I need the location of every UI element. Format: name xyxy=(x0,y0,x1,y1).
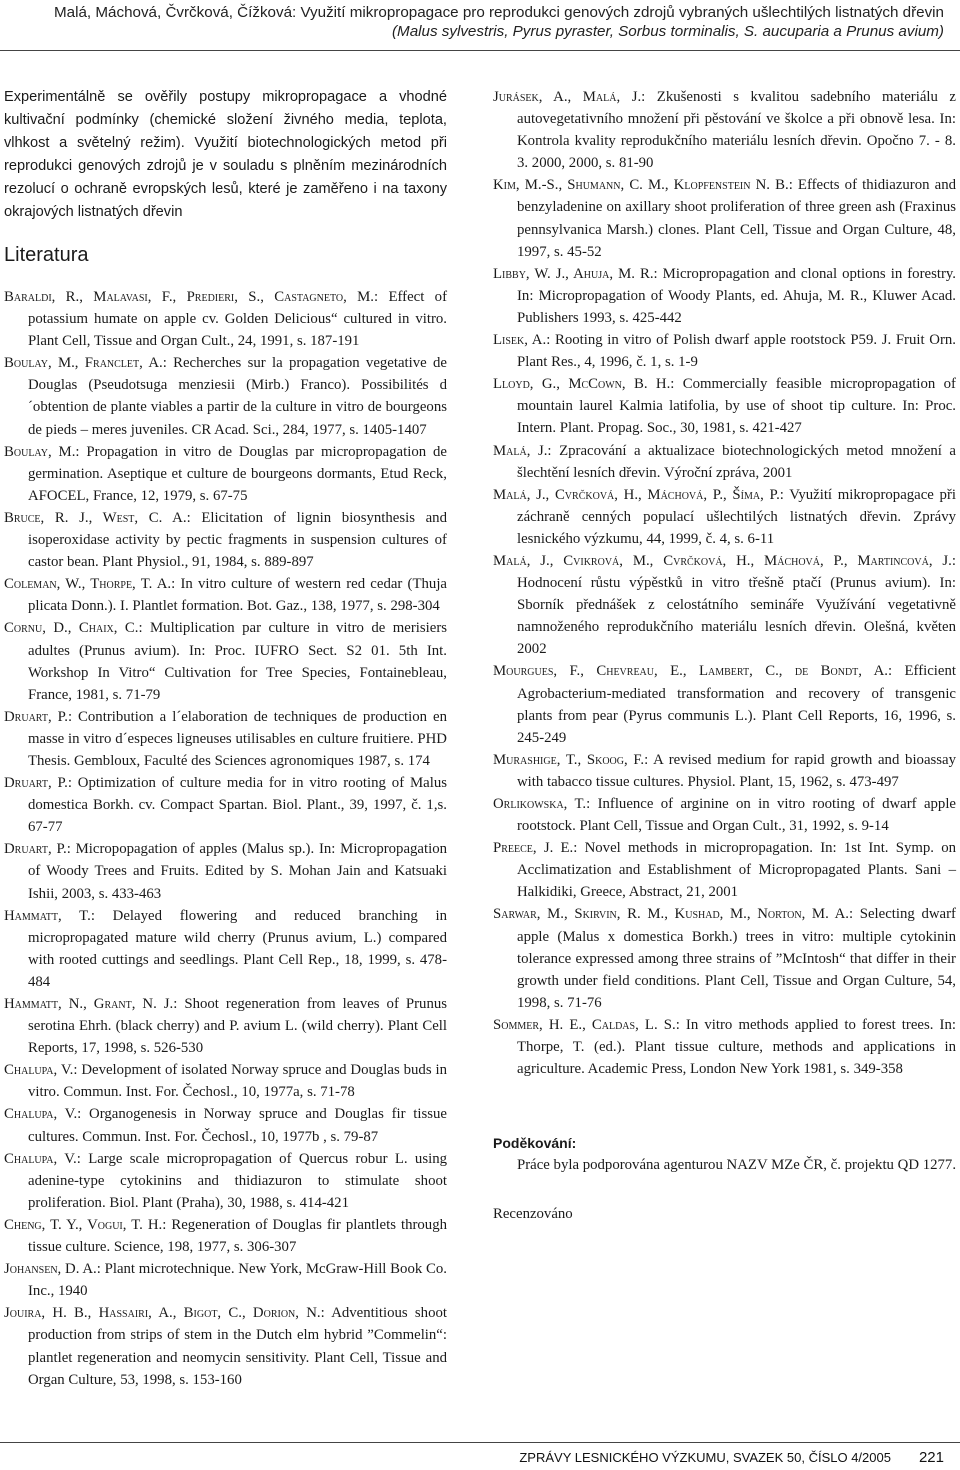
running-header xyxy=(24,3,944,41)
reference-authors: Murashige, T., Skoog, F. xyxy=(493,751,645,768)
reference-text: : Efficient Agrobacterium-mediated transformation and recovery of transgenic plants from pear (Pyrus communis L.). Plant Cell Reports, 16, 1996, s. 245-249 xyxy=(517,663,956,746)
reference-authors: Cheng, T. Y., Vogui, T. H. xyxy=(4,1216,163,1233)
reference-authors: Bruce, R. J., West, C. A. xyxy=(4,509,187,526)
reference-authors: Boulay, M., Franclet, A. xyxy=(4,355,163,372)
reference-entry xyxy=(4,573,447,617)
reference-list-right xyxy=(493,86,956,1080)
acknowledgement-text: Práce byla podporována agenturou NAZV MZe ČR, č. projektu QD 1277. xyxy=(517,1157,957,1174)
reference-text: : Rooting in vitro of Polish dwarf apple rootstock P59. J. Fruit Orn. Plant Res., 4, 1996, č. 1, s. 1-9 xyxy=(517,332,956,371)
reference-authors: Jouira, H. B., Hassairi, A., Bigot, C., Dorion, N. xyxy=(4,1305,321,1322)
reference-entry xyxy=(4,352,447,440)
page-number: 221 xyxy=(918,1449,944,1466)
intro-paragraph: Experimentálně se ověřily postupy mikropropagace a vhodné kultivační podmínky (chemické složení živného media, teplota, vlhkost a světelný režim). Využití biotechnologických metod při reprodukci genových zdrojů je v souladu s plněním mezinárodních rezolucí o ochraně evropských lesů, které je zaměřeno i na taxony okrajových listnatých dřevin xyxy=(4,89,447,220)
reference-entry xyxy=(493,793,956,837)
reference-entry xyxy=(4,1148,447,1214)
reference-entry xyxy=(493,660,956,748)
reference-authors: Baraldi, R., Malavasi, F., Predieri, S., Castagneto, M. xyxy=(4,289,375,305)
review-note: Recenzováno xyxy=(493,1205,573,1222)
literature-heading: Literatura xyxy=(4,244,89,266)
reference-entry xyxy=(493,903,956,1013)
reference-entry xyxy=(493,837,956,903)
acknowledgement-heading: Poděkování: xyxy=(493,1135,577,1152)
reference-authors: Mourgues, F., Chevreau, E., Lambert, C., de Bondt, A. xyxy=(493,663,888,680)
reference-entry xyxy=(493,550,956,660)
reference-text: : Micropropagation and clonal options in forestry. In: Micropropagation of Woody Plants, ed. Ahuja, M. R., Kluwer Acad. Publishers 1993, s. 425-442 xyxy=(517,265,957,326)
reference-entry xyxy=(4,1258,447,1302)
reference-authors: Cornu, D., Chaix, C. xyxy=(4,620,139,637)
reference-text: : Micropopagation of apples (Malus sp.). In: Micropropagation of Woody Trees and Fruits. Edited by S. Mohan Jain and Katsuaki Ishii, 2003, s. 433-463 xyxy=(28,841,448,902)
reference-text: : Effect of potassium humate on apple cv. Golden Delicious“ cultured in vitro. Plant Cell, Tissue and Organ Cult., 24, 1991, s. 187-191 xyxy=(28,289,447,350)
reference-authors: Jurásek, A., Malá, J. xyxy=(493,89,642,105)
reference-text: : Hodnocení růstu výpěstků in vitro třešně ptačí (Prunus avium). In: Sborník přednášek z celostátního semináře Využívání vegetativně namnoženého reprodukčního materiálu lesních dřevin. Olešná, květen 2002 xyxy=(517,552,956,658)
right-column xyxy=(493,86,956,1225)
reference-authors: Preece, J. E. xyxy=(493,840,574,857)
reference-text: : Novel methods in micropropagation. In: 1st Int. Symp. on Acclimatization and Establishment of Micropropagated Plants. Sani – Halkidiki, Greece, Abstract, 21, 2001 xyxy=(517,840,956,901)
reference-entry xyxy=(4,772,447,838)
header-authors-title: Malá, Máchová, Čvrčková, Čížková: Využití mikropropagace pro reprodukci genových zdrojů vybraných ušlechtilých listnatých dřevin xyxy=(54,4,944,21)
reference-entry xyxy=(493,749,956,793)
reference-entry xyxy=(4,1103,447,1147)
reference-authors: Chalupa, V. xyxy=(4,1150,77,1167)
reference-text: : Multiplication par culture in vitro de merisiers adultes (Prunus avium). In: Proc. IUFRO Sect. S2 01. 5th Int. Workshop In Vitro“ Cultivation for Tree Species, Fontainebleau, France, 1981, s. 71-79 xyxy=(28,620,448,703)
reference-text: : Contribution a l´elaboration de techniques de production en masse in vitro d´especes ligneuses utilisables en culture fruitiere. PHD Thesis. Gembloux, Faculté des Sciences agronomiques 1987, s. 174 xyxy=(28,708,447,769)
reference-authors: Druart, P. xyxy=(4,775,68,792)
reference-authors: Chalupa, V. xyxy=(4,1106,78,1123)
reference-entry xyxy=(493,440,956,484)
reference-text: : Influence of arginine on in vitro rooting of dwarf apple rootstock. Plant Cell, Tissue and Organ Cult., 31, 1992, s. 9-14 xyxy=(517,796,956,835)
reference-authors: Druart, P. xyxy=(4,841,67,858)
reference-text: : In vitro methods applied to forest trees. In: Thorpe, T. (ed.). Plant tissue culture, methods and applications in agriculture. Academic Press, London New York 1981, s. 349-358 xyxy=(517,1016,956,1078)
reference-text: : Selecting dwarf apple (Malus x domestica Borkh.) trees in vitro: multiple cytokinin tolerance expressed among three strains of ”McIntosh“ that differ in their growth under field conditions. Plant Cell, Tissue and Organ Culture, 54, 1998, s. 71-76 xyxy=(517,906,956,1011)
reference-text: : Commercially feasible micropropagation of mountain laurel Kalmia latifolia, by use of shoot tip culture. In: Proc. Intern. Plant. Propag. Soc., 30, 1981, s. 421-427 xyxy=(517,376,956,437)
reference-text: : A revised medium for rapid growth and bioassay with tabacco tissue cultures. Physiol. Plant, 15, 1962, s. 473-497 xyxy=(517,751,956,790)
reference-text: : Adventitious shoot production from strips of stem in the Dutch elm hybrid ”Commelin“: plantlet regeneration and neomycin sensitivity. Plant Cell, Tissue and Organ Culture, 53, 1998, s. 153-160 xyxy=(28,1305,447,1388)
reference-entry xyxy=(4,993,447,1059)
reference-authors: Hammatt, N., Grant, N. J. xyxy=(4,996,174,1012)
reference-entry xyxy=(4,286,447,352)
reference-entry xyxy=(4,1302,447,1390)
reference-entry xyxy=(493,1014,956,1080)
reference-text: : In vitro culture of western red cedar (Thuja plicata Donn.). I. Plantlet formation. Bot. Gaz., 138, 1977, s. 298-304 xyxy=(28,576,447,615)
left-column xyxy=(4,86,447,1391)
reference-entry xyxy=(4,507,447,573)
reference-authors: Malá, J. xyxy=(493,442,548,459)
reference-entry xyxy=(493,174,956,262)
reference-entry xyxy=(4,706,447,772)
reference-authors: Malá, J., Cvikrová, M., Cvrčková, H., Máchová, P., Martincová, J. xyxy=(493,552,952,569)
reference-text: : Regeneration of Douglas fir plantlets through tissue culture. Science, 198, 1977, s. 306-307 xyxy=(28,1216,447,1256)
reference-entry xyxy=(493,263,956,329)
journal-name: ZPRÁVY LESNICKÉHO VÝZKUMU, SVAZEK 50, ČÍSLO 4/2005 xyxy=(519,1450,891,1465)
reference-text: : Shoot regeneration from leaves of Prunus serotina Ehrh. (black cherry) and P. avium L. (wild cherry). Plant Cell Reports, 17, 1998, s. 526-530 xyxy=(28,996,447,1057)
reference-authors: Chalupa, V. xyxy=(4,1062,74,1079)
reference-entry xyxy=(4,617,447,705)
page-footer xyxy=(519,1449,944,1467)
header-rule xyxy=(0,50,960,51)
reference-authors: Boulay, M. xyxy=(4,443,76,460)
reference-entry xyxy=(4,441,447,507)
reference-authors: Coleman, W., Thorpe, T. A. xyxy=(4,576,172,593)
reference-text: : Elicitation of lignin biosynthesis and isoperoxidase activity by pectic fragments in suspension cultures of castor bean. Plant Physiol., 91, 1984, s. 889-897 xyxy=(28,509,447,571)
reference-authors: Johansen, D. A. xyxy=(4,1261,97,1278)
reference-entry xyxy=(4,905,447,993)
reference-authors: Sarwar, M., Skirvin, R. M., Kushad, M., Norton, M. A. xyxy=(493,906,849,923)
reference-authors: Druart, P. xyxy=(4,708,68,725)
reference-text: : Zkušenosti s kvalitou sadebního materiálu z autovegetativního množení při pěstování ve školce a při obnově lesa. In: Kontrola kvality reprodukčního materiálu lesních dřevin. Opočno 7. - 8. 3. 2000, 2000, s. 81-90 xyxy=(517,89,956,172)
reference-entry xyxy=(4,838,447,904)
header-species: (Malus sylvestris, Pyrus pyraster, Sorbus torminalis, S. aucuparia a Prunus avium) xyxy=(391,23,944,40)
reference-text: : Využití mikropropagace při záchraně cenných populací ušlechtilých listnatých dřevin. Zprávy lesnického výzkumu, 44, 1999, č. 4, s. 6-11 xyxy=(517,486,956,547)
reference-text: : Optimization of culture media for in vitro rooting of Malus domestica Borkh. cv. Compact Spartan. Biol. Plant., 39, 1997, č. 1,s. 67-77 xyxy=(28,775,447,836)
reference-authors: Hammatt, T. xyxy=(4,907,91,924)
reference-entry xyxy=(493,329,956,373)
reference-authors: Malá, J., Cvrčková, H., Máchová, P., Šíma, P. xyxy=(493,486,780,503)
reference-entry xyxy=(493,484,956,550)
reference-authors: Lisek, A. xyxy=(493,332,547,349)
reference-authors: Lloyd, G., McCown, B. H. xyxy=(493,376,671,393)
reference-authors: Kim, M.-S., Shumann, C. M., Klopfenstein N. B. xyxy=(493,177,789,194)
reference-authors: Orlikowska, T. xyxy=(493,796,587,812)
reference-text: : Recherches sur la propagation vegetative de Douglas (Pseudotsuga menziesii (Mirb.) Franco). Possibilités d´obtention de plante viables a partir de la culture in vitro de bourgeons de pieds – meres juveniles. CR Acad. Sci., 284, 1977, s. 1405-1407 xyxy=(28,355,447,438)
reference-entry xyxy=(4,1059,447,1103)
reference-text: : Effects of thidiazuron and benzyladenine on axillary shoot proliferation of three green ash (Fraxinus pennsylvanica Marsh.) clones. Plant Cell, Tissue and Organ Culture, 48, 1997, s. 45-52 xyxy=(517,177,956,260)
reference-text: : Plant microtechnique. New York, McGraw-Hill Book Co. Inc., 1940 xyxy=(28,1261,447,1300)
footer-rule xyxy=(0,1442,960,1443)
reference-text: : Development of isolated Norway spruce and Douglas buds in vitro. Commun. Inst. For. Čechosl., 10, 1977a, s. 71-78 xyxy=(28,1062,447,1101)
reference-text: : Zpracování a aktualizace biotechnologických metod množení a šlechtění lesních dřevin. Výroční zpráva, 2001 xyxy=(517,442,956,481)
reference-text: : Large scale micropropagation of Quercus robur L. using adenine-type cytokinins and thidiazuron to stimulate shoot proliferation. Biol. Plant (Praha), 30, 1988, s. 414-421 xyxy=(28,1150,447,1211)
reference-entry xyxy=(493,373,956,439)
reference-authors: Sommer, H. E., Caldas, L. S. xyxy=(493,1016,676,1033)
reference-text: : Delayed flowering and reduced branching in micropropagated mature wild cherry (Prunus avium, L.) compared with rooted cuttings and seedlings. Plant Cell Rep., 18, 1999, s. 478-484 xyxy=(28,907,447,990)
reference-entry xyxy=(493,86,956,174)
reference-text: : Propagation in vitro de Douglas par micropropagation de germination. Aseptique et culture de bourgeons dormants, Etud Reck, AFOCEL, France, 12, 1979, s. 67-75 xyxy=(28,443,448,504)
reference-text: : Organogenesis in Norway spruce and Douglas fir tissue cultures. Commun. Inst. For. Čechosl., 10, 1977b , s. 79-87 xyxy=(28,1106,447,1145)
reference-entry xyxy=(4,1214,447,1258)
reference-authors: Libby, W. J., Ahuja, M. R. xyxy=(493,265,654,282)
reference-list-left xyxy=(4,286,447,1391)
